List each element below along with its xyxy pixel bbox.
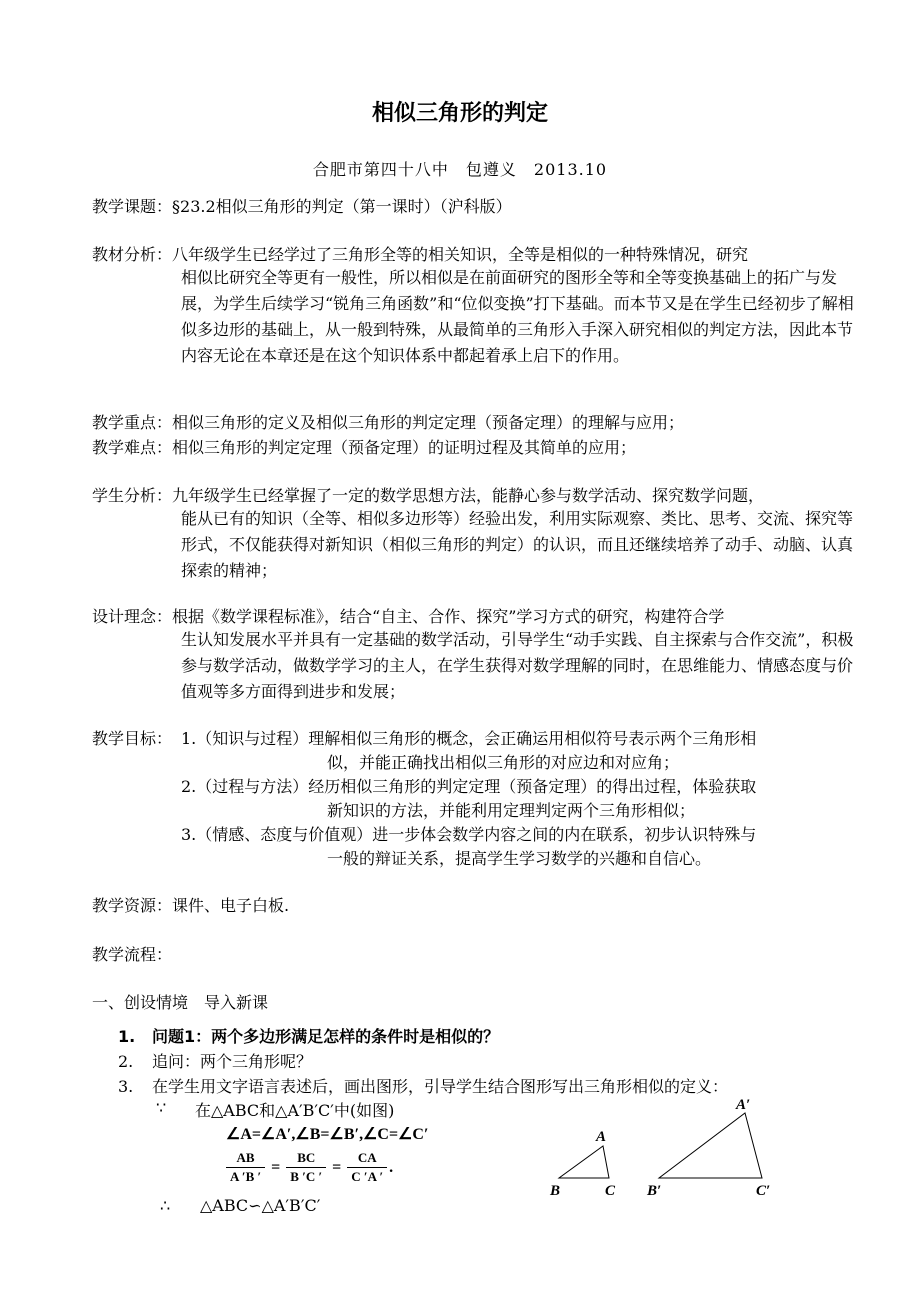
side-ratios: [226, 1150, 399, 1185]
period: .: [389, 1158, 394, 1176]
flow-item-3-num: 3.: [118, 1077, 134, 1096]
student-rest: 能从已有的知识（全等、相似多边形等）经验出发，利用实际观察、类比、思考、交流、探究等形式，不仅能获得对新知识（相似三角形的判定）的认识，而且还继续培养了动手、动脑、认真探索的精神；: [181, 509, 854, 580]
key-point-line: [92, 410, 684, 433]
resources-line: [92, 893, 289, 916]
goal-1-cont: 似，并能正确找出相似三角形的对应边和对应角；: [327, 753, 680, 772]
topic-text: §23.2相似三角形的判定（第一课时）（沪科版）: [172, 197, 512, 216]
ratio-bc-num: BC: [286, 1150, 326, 1168]
flow-item-2-num: 2.: [118, 1052, 134, 1071]
material-label: 教材分析：: [92, 245, 173, 264]
label-b: B: [550, 1183, 561, 1199]
goals-label: 教学目标：: [92, 729, 173, 748]
flow-item-1-num: 1.: [118, 1027, 136, 1046]
topic-label: 教学课题：: [92, 197, 173, 216]
design-rest: 生认知发展水平并具有一定基础的数学活动，引导学生“动手实践、自主探索与合作交流”，积极参与数学活动，做数学学习的主人，在学生获得对数学理解的同时，在思维能力、情感态度与价值观等多方面得到进步和发展；: [181, 630, 854, 701]
student-first-line: [92, 483, 764, 506]
author-line: 合肥市第四十八中 包遵义 2013.10: [312, 160, 608, 179]
ratio-ab-num: AB: [226, 1150, 265, 1168]
equals-sign-1: =: [271, 1158, 281, 1176]
key-point-label: 教学重点：: [92, 413, 173, 432]
ratio-ab-den: A ′B ′: [230, 1169, 262, 1184]
label-c-prime: C′: [756, 1183, 771, 1199]
ratio-bc-den: B ′C ′: [290, 1169, 323, 1184]
ratio-bc: [286, 1150, 326, 1185]
label-b-prime: B′: [647, 1183, 662, 1199]
ratio-ab: [226, 1150, 265, 1185]
material-first-line: [92, 242, 748, 265]
flow-label: 教学流程：: [92, 945, 173, 964]
resources-text: 课件、电子白板.: [172, 896, 290, 915]
difficulty-line: [92, 435, 636, 458]
design-first: 根据《数学课程标准》，结合“自主、合作、探究”学习方式的研究，构建符合学: [172, 607, 725, 626]
triangle-a-prime-b-prime-c-prime: [659, 1113, 762, 1178]
section-1-heading: 一、创设情境 导入新课: [92, 993, 269, 1012]
equals-sign-2: =: [332, 1158, 342, 1176]
student-first: 九年级学生已经掌握了一定的数学思想方法，能静心参与数学活动、探究数学问题，: [172, 486, 765, 505]
label-a: A: [596, 1129, 607, 1145]
goal-2-cont: 新知识的方法，并能利用定理判定两个三角形相似；: [327, 801, 696, 820]
key-point-text: 相似三角形的定义及相似三角形的判定定理（预备定理）的理解与应用；: [172, 413, 685, 432]
flow-item-1-text: 问题1：两个多边形满足怎样的条件时是相似的？: [152, 1027, 500, 1046]
triangle-abc: [559, 1146, 609, 1178]
similar-triangles-figure: [540, 1095, 800, 1205]
flow-item-3: [118, 1074, 728, 1097]
flow-item-2-text: 追问：两个三角形呢？: [152, 1052, 313, 1071]
because-symbol: ∵: [156, 1098, 167, 1117]
label-a-prime: A′: [736, 1097, 751, 1113]
ratio-ca-den: C ′A ′: [351, 1169, 384, 1184]
flow-item-2: [118, 1049, 312, 1072]
proof-conclusion: △ABC∽△A′B′C′: [200, 1196, 321, 1215]
resources-label: 教学资源：: [92, 896, 173, 915]
difficulty-label: 教学难点：: [92, 438, 173, 457]
goal-3-first: 3.（情感、态度与价值观）进一步体会数学内容之间的内在联系，初步认识特殊与: [181, 825, 757, 844]
material-rest: 相似比研究全等更有一般性，所以相似是在前面研究的图形全等和全等变换基础上的拓广与发展，为学生后续学习“锐角三角函数”和“位似变换”打下基础。而本节又是在学生已经初步了解相似多边形的基础上，从一般到特殊，从最简单的三角形入手深入研究相似的判定方法，因此本节内容无论在本章还是在这个知识体系中都起着承上启下的作用。: [181, 268, 854, 365]
proof-given: 在△ABC和△A′B′C′中(如图): [195, 1101, 395, 1120]
ratio-ca-num: CA: [347, 1150, 387, 1168]
material-first: 八年级学生已经学过了三角形全等的相关知识，全等是相似的一种特殊情况，研究: [172, 245, 749, 264]
angle-equalities: ∠A=∠A′,∠B=∠B′,∠C=∠C′: [226, 1126, 429, 1143]
topic-line: [92, 194, 512, 217]
difficulty-text: 相似三角形的判定定理（预备定理）的证明过程及其简单的应用；: [172, 438, 637, 457]
therefore-symbol: ∴: [160, 1196, 171, 1215]
goal-1-first: 1.（知识与过程）理解相似三角形的概念，会正确运用相似符号表示两个三角形相: [181, 729, 757, 748]
label-c: C: [605, 1183, 616, 1199]
goal-3-cont: 一般的辩证关系，提高学生学习数学的兴趣和自信心。: [327, 849, 712, 868]
flow-item-3-text: 在学生用文字语言表述后，画出图形，引导学生结合图形写出三角形相似的定义：: [152, 1077, 729, 1096]
page-title: 相似三角形的判定: [371, 101, 548, 126]
student-label: 学生分析：: [92, 486, 173, 505]
ratio-ca: [347, 1150, 387, 1185]
design-first-line: [92, 604, 724, 627]
design-label: 设计理念：: [92, 607, 173, 626]
flow-item-1: [118, 1024, 499, 1047]
goal-2-first: 2.（过程与方法）经历相似三角形的判定定理（预备定理）的得出过程，体验获取: [181, 777, 757, 796]
